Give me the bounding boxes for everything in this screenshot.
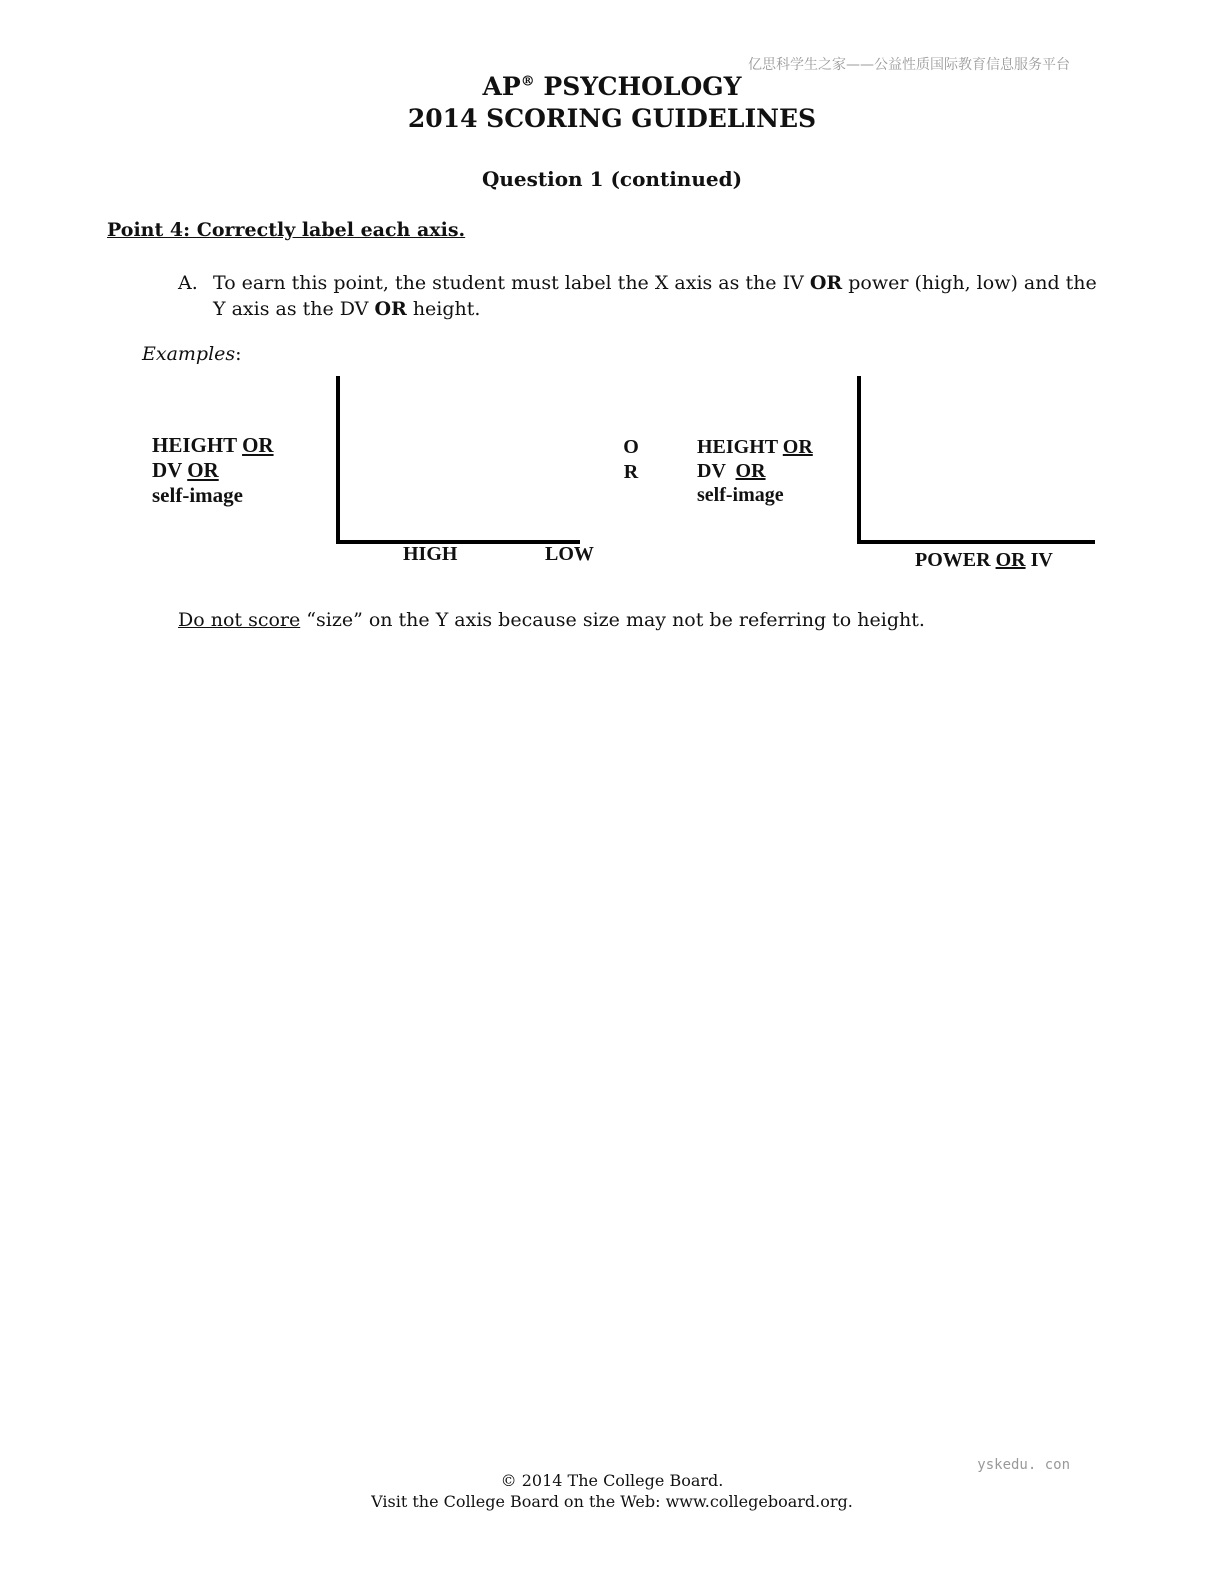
diagram2-y-or1: OR	[782, 436, 813, 458]
diagram1-x-tick-high: HIGH	[403, 543, 458, 565]
diagram2-x-power: POWER	[915, 549, 996, 571]
point-heading: Point 4: Correctly label each axis.	[107, 219, 466, 241]
diagram2-y-or2: OR	[735, 460, 766, 482]
diagram1-y-label	[152, 433, 274, 508]
watermark-bottom: yskedu. con	[977, 1457, 1070, 1473]
diagram2-y-height: HEIGHT	[697, 436, 783, 458]
page-title	[0, 71, 1224, 103]
scoring-note	[178, 609, 925, 631]
diagram2-y-line2	[697, 459, 813, 483]
diagram1-y-dv: DV	[152, 458, 188, 482]
diagram2-y-label	[697, 435, 813, 507]
diagram2-x-or: OR	[995, 549, 1026, 571]
item-marker: A.	[178, 272, 198, 294]
diagram2-y-line1	[697, 435, 813, 459]
diagram1-y-line1	[152, 433, 274, 458]
examples-colon: :	[235, 343, 242, 365]
title-prefix: AP	[482, 72, 521, 101]
examples-label	[142, 343, 242, 365]
diagram2-y-line3: self-image	[697, 484, 784, 506]
diagram1-y-height: HEIGHT	[152, 433, 243, 457]
diagram2-x-axis	[857, 540, 1095, 544]
diagram2-y-axis	[857, 376, 861, 544]
diagram1-y-or1: OR	[242, 433, 274, 457]
footer-copyright: © 2014 The College Board.	[500, 1471, 724, 1490]
diagram1-y-line2	[152, 458, 274, 483]
registered-mark: ®	[520, 73, 535, 90]
or-separator	[621, 435, 641, 485]
diagram2-y-dv: DV	[697, 460, 736, 482]
question-subtitle: Question 1 (continued)	[481, 167, 743, 191]
diagram1-y-axis	[336, 376, 340, 544]
item-text-part3: height.	[406, 298, 481, 320]
diagram2-x-label	[915, 549, 1053, 572]
criteria-item	[178, 270, 1098, 322]
note-do-not-score: Do not score	[178, 609, 301, 631]
diagram1-y-line3: self-image	[152, 483, 243, 507]
diagram1-y-or2: OR	[187, 458, 219, 482]
item-text-part1: To earn this point, the student must label the X axis as the IV	[213, 272, 810, 294]
note-rest: “size” on the Y axis because size may not be referring to height.	[300, 609, 925, 631]
item-text-part2: power (high, low) and the Y axis as the DV	[213, 272, 1097, 320]
page-title-line2: 2014 SCORING GUIDELINES	[407, 104, 817, 133]
diagram2-x-iv: IV	[1025, 549, 1053, 571]
title-suffix: PSYCHOLOGY	[534, 72, 742, 101]
watermark-top: 亿思科学生之家——公益性质国际教育信息服务平台	[748, 57, 1070, 73]
item-bold-or-2: OR	[374, 298, 407, 320]
examples-label-text: Examples	[142, 343, 236, 365]
item-bold-or-1: OR	[809, 272, 843, 294]
item-text	[213, 270, 1098, 322]
diagram1-x-tick-low: LOW	[545, 543, 594, 565]
or-letter-r: R	[623, 461, 639, 483]
or-letter-o: O	[623, 436, 639, 458]
footer-visit: Visit the College Board on the Web: www.collegeboard.org.	[371, 1492, 853, 1511]
diagram1-x-axis	[336, 540, 580, 544]
